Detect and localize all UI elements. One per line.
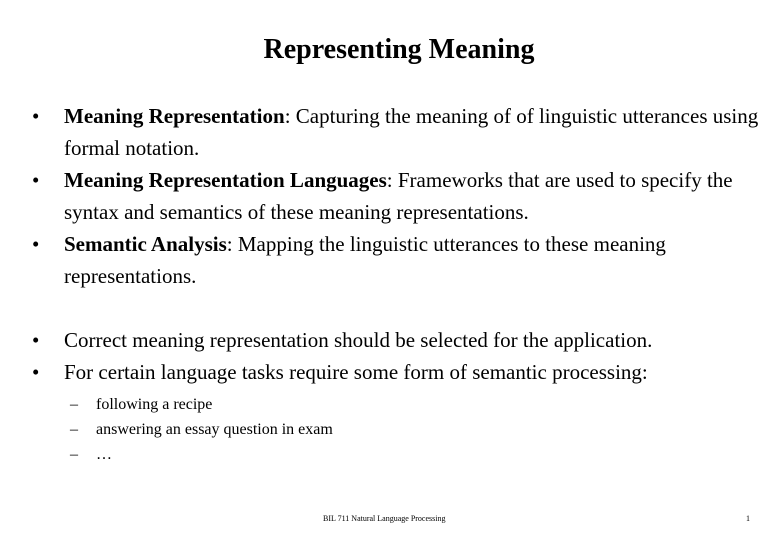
bullet-icon: • xyxy=(32,232,40,256)
bullet-semantic-processing xyxy=(0,356,780,388)
dash-icon: – xyxy=(70,421,78,438)
slide-footer xyxy=(0,514,780,528)
term-meaning-representation: Meaning Representation xyxy=(64,104,285,128)
bullet-icon: • xyxy=(32,168,40,192)
bullet-correct-representation xyxy=(0,324,780,356)
definition-semantic-analysis: : Mapping the linguistic utterances to these meaning representations. xyxy=(64,232,666,288)
bullet-icon: • xyxy=(32,328,40,352)
bullet-meaning-representation-languages xyxy=(0,164,780,228)
bullet-text: For certain language tasks require some form of semantic processing: xyxy=(64,360,648,384)
sub-item-text: following a recipe xyxy=(96,396,213,413)
term-meaning-representation-languages: Meaning Representation Languages xyxy=(64,168,387,192)
definition-meaning-representation: : Capturing the meaning of of linguistic utterances using formal notation. xyxy=(64,104,759,160)
example-tasks-list xyxy=(0,392,780,467)
definitions-list xyxy=(0,100,780,292)
sub-item-ellipsis xyxy=(0,442,780,467)
sub-item-text: answering an essay question in exam xyxy=(96,421,333,438)
notes-list xyxy=(0,324,780,388)
footer-course-name: BIL 711 Natural Language Processing xyxy=(323,514,446,523)
sub-item-recipe xyxy=(0,392,780,417)
term-semantic-analysis: Semantic Analysis xyxy=(64,232,227,256)
dash-icon: – xyxy=(70,446,78,463)
bullet-meaning-representation xyxy=(0,100,780,164)
bullet-icon: • xyxy=(32,104,40,128)
definition-meaning-representation-languages: : Frameworks that are used to specify the syntax and semantics of these meaning representations. xyxy=(64,168,733,224)
bullet-semantic-analysis xyxy=(0,228,780,292)
page-number: 1 xyxy=(746,514,750,523)
slide-title: Representing Meaning xyxy=(263,34,535,65)
sub-item-essay xyxy=(0,417,780,442)
bullet-icon: • xyxy=(32,360,40,384)
bullet-text: Correct meaning representation should be selected for the application. xyxy=(64,328,653,352)
sub-item-text: … xyxy=(96,446,112,463)
dash-icon: – xyxy=(70,396,78,413)
